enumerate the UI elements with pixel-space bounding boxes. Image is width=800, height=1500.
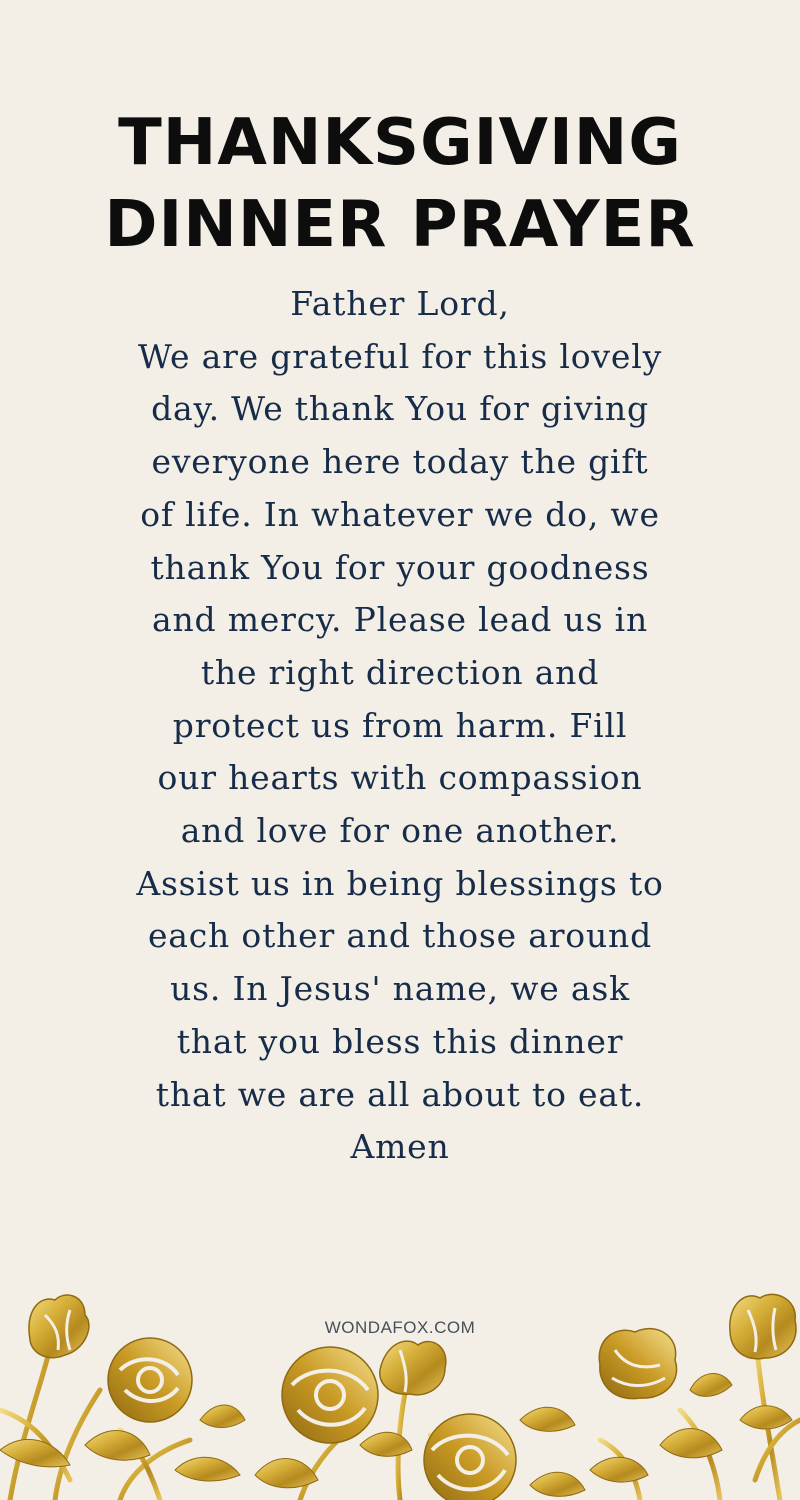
prayer-line: and love for one another. (180, 811, 620, 851)
prayer-line: us. In Jesus' name, we ask (170, 969, 630, 1009)
prayer-line: Father Lord, (290, 284, 510, 323)
page-title (40, 102, 760, 266)
prayer-line: the right direction and (200, 652, 600, 692)
site-watermark: WONDAFOX.COM (324, 1318, 476, 1337)
prayer-line: Assist us in being blessings to (136, 863, 664, 903)
prayer-line: and mercy. Please lead us in (151, 600, 649, 640)
prayer-line: each other and those around (147, 916, 653, 956)
title-line-2: DINNER PRAYER (104, 188, 696, 262)
prayer-line-amen: Amen (350, 1127, 450, 1167)
prayer-text (70, 278, 730, 1174)
prayer-line: that we are all about to eat. (155, 1074, 645, 1114)
prayer-line: everyone here today the gift (151, 442, 649, 482)
prayer-line: day. We thank You for giving (151, 389, 649, 429)
prayer-line: We are grateful for this lovely (137, 336, 663, 376)
prayer-line: protect us from harm. Fill (172, 705, 628, 745)
prayer-line: that you bless this dinner (176, 1021, 624, 1061)
prayer-line: our hearts with compassion (157, 758, 643, 798)
prayer-line: of life. In whatever we do, we (140, 494, 660, 534)
title-line-1: THANKSGIVING (118, 106, 682, 180)
gold-flower-border-icon (0, 1270, 800, 1500)
prayer-line: thank You for your goodness (150, 547, 650, 587)
